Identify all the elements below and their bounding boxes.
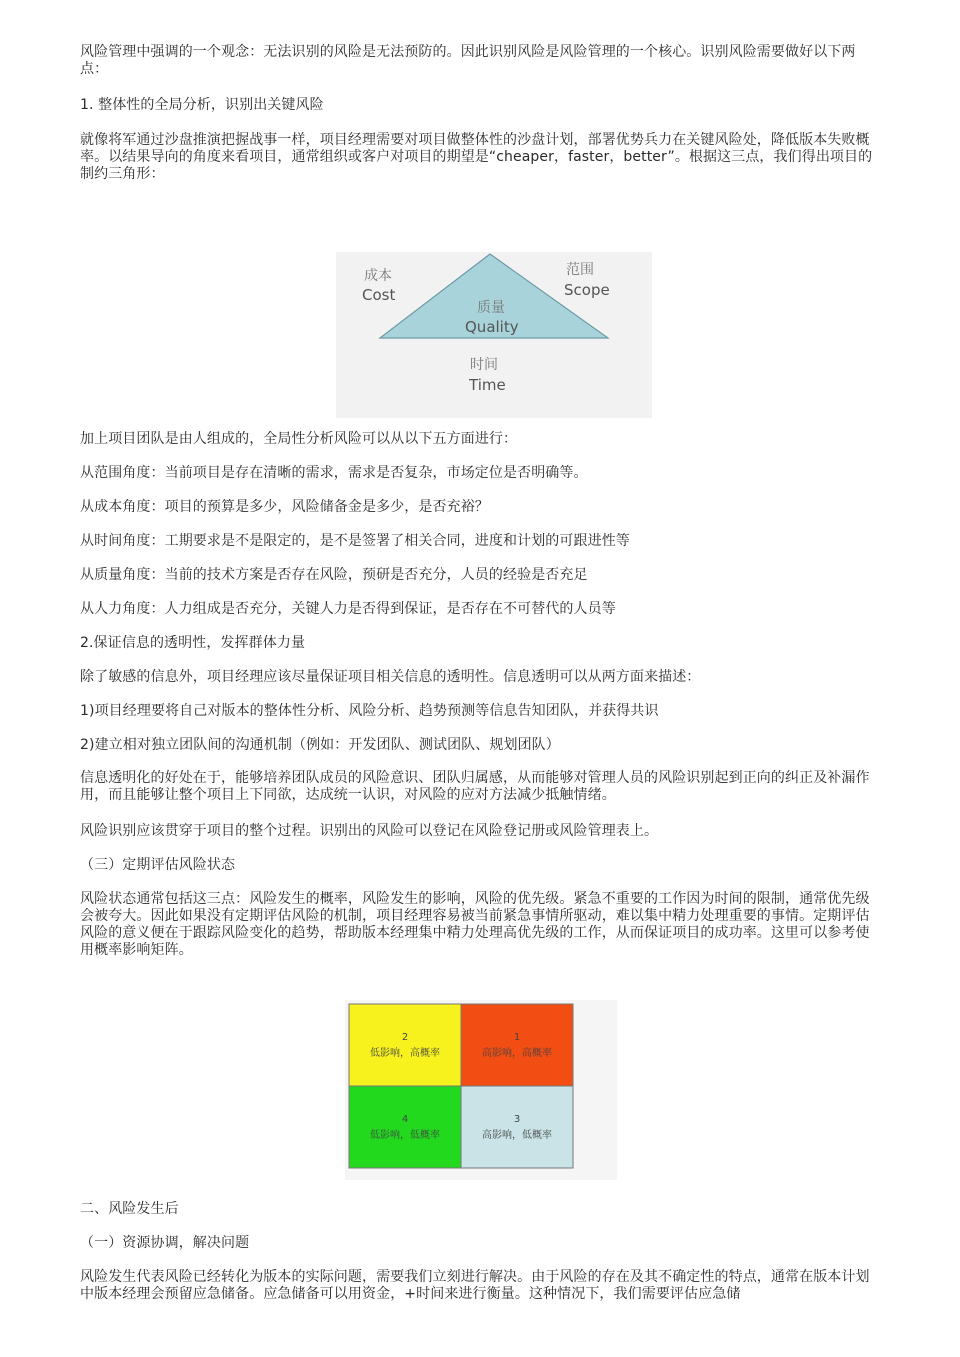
paragraph-contingency: 风险发生代表风险已经转化为版本的实际问题，需要我们立刻进行解决。由于风险的存在及其不确定性的特点，通常在版本计划中版本经理会预留应急储备。应急储备可以用资金，+时间来进行衡量。这种情况下，我们需要评估应急储 <box>80 1269 870 1302</box>
time-cn-label: 时间 <box>470 357 498 373</box>
paragraph-transparency-benefit: 信息透明化的好处在于，能够培养团队成员的风险意识、团队归属感，从而能够对管理人员的风险识别起到正向的纠正及补漏作用，而且能够让整个项目上下同欲，达成统一认识，对风险的应对方法减少抵触情绪。 <box>80 770 870 803</box>
matrix-cell-number: 3 <box>513 1114 521 1125</box>
matrix-cell-number: 4 <box>401 1114 409 1125</box>
constraint-triangle-figure <box>336 252 652 418</box>
paragraph-people-aspect: 从人力角度：人力组成是否充分，关键人力是否得到保证，是否存在不可替代的人员等 <box>80 601 616 617</box>
paragraph-time-aspect: 从时间角度：工期要求是不是限定的，是不是签署了相关合同，进度和计划的可跟进性等 <box>80 533 630 549</box>
paragraph-scope-aspect: 从范围角度：当前项目是存在清晰的需求，需求是否复杂，市场定位是否明确等。 <box>80 465 588 481</box>
paragraph-risk-register: 风险识别应该贯穿于项目的整个过程。识别出的风险可以登记在风险登记册或风险管理表上。 <box>80 823 659 839</box>
paragraph-risk-status: 风险状态通常包括这三点：风险发生的概率，风险发生的影响，风险的优先级。紧急不重要的工作因为时间的限制，通常优先级会被夸大。因此如果没有定期评估风险的机制，项目经理容易被当前紧急事情所驱动，难以集中精力处理重要的事情。定期评估风险的意义便在于跟踪风险变化的趋势，帮助版本经理集中精力处理高优先级的工作，从而保证项目的成功率。这里可以参考使用概率影响矩阵。 <box>80 891 870 958</box>
heading-transparency: 2.保证信息的透明性，发挥群体力量 <box>80 635 306 651</box>
time-en-label: Time <box>469 376 506 394</box>
matrix-cell-label: 高影响，高概率 <box>482 1048 552 1059</box>
paragraph-quality-aspect: 从质量角度：当前的技术方案是否存在风险，预研是否充分，人员的经验是否充足 <box>80 567 588 583</box>
heading-resource-coordination: （一）资源协调，解决问题 <box>80 1235 250 1251</box>
matrix-cell-label: 高影响，低概率 <box>482 1130 552 1141</box>
cost-cn-label: 成本 <box>364 268 392 284</box>
scope-cn-label: 范围 <box>566 262 594 278</box>
paragraph-five-aspects: 加上项目团队是由人组成的，全局性分析风险可以从以下五方面进行： <box>80 431 518 447</box>
matrix-cell-number: 1 <box>513 1032 521 1043</box>
cost-en-label: Cost <box>362 286 396 304</box>
matrix-cell <box>349 1086 461 1168</box>
paragraph-intro: 风险管理中强调的一个观念：无法识别的风险是无法预防的。因此识别风险是风险管理的一个核心。识别风险需要做好以下两点： <box>80 44 856 77</box>
heading-global-analysis: 1. 整体性的全局分析，识别出关键风险 <box>80 97 324 113</box>
paragraph-sand-table: 就像将军通过沙盘推演把握战事一样，项目经理需要对项目做整体性的沙盘计划，部署优势兵力在关键风险处，降低版本失败概率。以结果导向的角度来看项目，通常组织或客户对项目的期望是“cheaper，faster，better”。根据这三点，我们得出项目的制约三角形： <box>80 132 873 182</box>
paragraph-transparency-intro: 除了敏感的信息外，项目经理应该尽量保证项目相关信息的透明性。信息透明可以从两方面来描述： <box>80 669 701 685</box>
matrix-cell <box>461 1086 573 1168</box>
scope-en-label: Scope <box>564 281 610 299</box>
paragraph-transparency-1: 1)项目经理要将自己对版本的整体性分析、风险分析、趋势预测等信息告知团队，并获得共识 <box>80 703 659 719</box>
matrix-cell-label: 低影响，低概率 <box>370 1130 440 1141</box>
quality-cn-label: 质量 <box>477 300 505 316</box>
paragraph-transparency-2: 2)建立相对独立团队间的沟通机制（例如：开发团队、测试团队、规划团队） <box>80 737 560 753</box>
matrix-cell <box>461 1004 573 1086</box>
matrix-cell-number: 2 <box>401 1032 409 1043</box>
heading-periodic-assessment: （三）定期评估风险状态 <box>80 857 236 873</box>
probability-impact-matrix <box>345 1000 617 1180</box>
matrix-cell <box>349 1004 461 1086</box>
paragraph-cost-aspect: 从成本角度：项目的预算是多少，风险储备金是多少，是否充裕？ <box>80 499 489 515</box>
quality-en-label: Quality <box>465 318 519 336</box>
heading-after-risk: 二、风险发生后 <box>80 1201 179 1217</box>
matrix-cell-label: 低影响，高概率 <box>370 1048 440 1059</box>
